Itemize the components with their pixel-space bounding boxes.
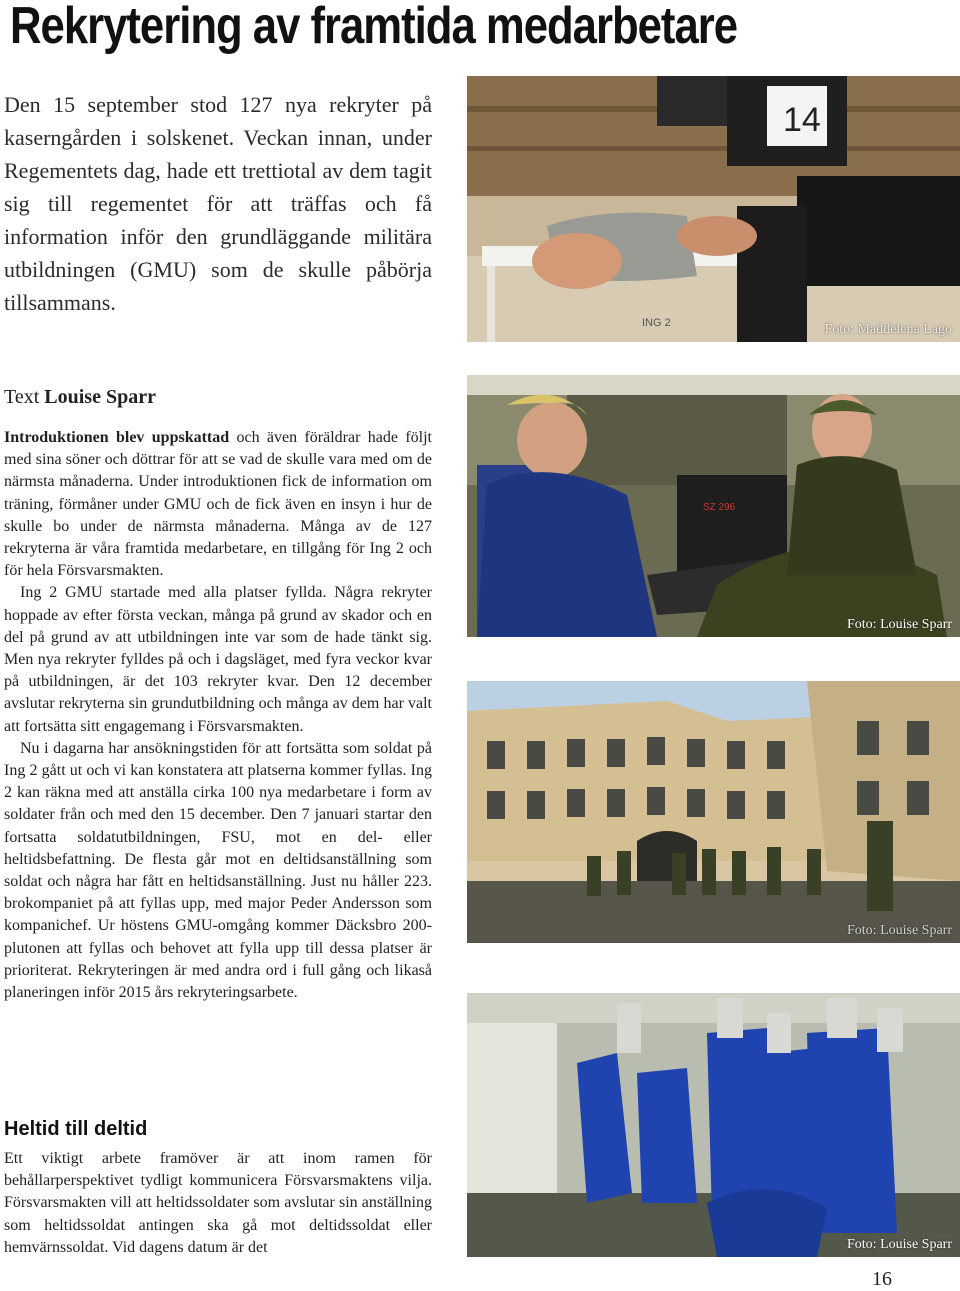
page-number: 16 bbox=[872, 1268, 892, 1290]
intro-lead-in: Introduktionen blev uppskattad bbox=[4, 429, 230, 446]
article-body-continued bbox=[4, 1148, 432, 1259]
photo-uniform-fitting bbox=[467, 993, 960, 1257]
shirt-text: ING 2 bbox=[642, 317, 671, 329]
photo-courtyard-image bbox=[467, 681, 960, 943]
intro-text: och även föräldrar hade följt med sina söner och döttrar för att se vad de skulle vara med om de närmsta månaderna. Under introduktionen fick de information om träning, förmåner under GMU och de fick även en insyn i hur de skulle bo under de närmsta månaderna. Många av de 127 rekryterna är våra framtida medarbetare, en tillgång för Ing 2 och för hela Försvarsmakten. bbox=[4, 429, 432, 580]
bib-number: 14 bbox=[783, 101, 821, 139]
article-title: Rekrytering av framtida medarbetare bbox=[10, 0, 738, 55]
photo-equipment-image bbox=[467, 375, 960, 637]
subheading: Heltid till deltid bbox=[4, 1118, 148, 1140]
byline bbox=[4, 386, 156, 409]
paragraph-3: Nu i dagarna har ansökningstiden för att fortsätta som soldat på Ing 2 gått ut och vi kan konstatera att platserna kommer fyllas. Ing 2 kan räkna med att anställa cirka 100 nya medarbetare i form av soldater från och med den 15 december. Den 7 januari startar den fortsatta soldatutbildningen, FSU, mot en del- eller heltidsbefattning. De flesta går mot en deltidsanställning som soldat och några har fått en heltidsanställning. Just nu håller 223. brokompaniet på att fyllas upp, med major Peder Andersson som kompanichef. Ur höstens GMU-omgång kommer Däcksbro 200-plutonen att fyllas och behovet att fylla upp till dessa platser är prioriterat. Rekryteringen är med andra ord i full gång och likaså planeringen inför 2015 års rekryteringsarbete. bbox=[4, 739, 432, 1002]
paragraph-4: Ett viktigt arbete framöver är att inom ramen för behållarperspektivet tydligt kommunicera Försvarsmaktens vilja. Försvarsmakten vill att heltidssoldater som avslutar sin anställning som heltidssoldat antingen ska gå mot deltidssoldat eller hemvärnssoldat. Vid dagens datum är det bbox=[4, 1150, 432, 1256]
photo-fitness-test-image bbox=[467, 76, 960, 342]
photo-equipment-handout bbox=[467, 375, 960, 637]
photo-caption-1: Foto: Maddelena Lago bbox=[824, 322, 952, 337]
paragraph-intro bbox=[4, 427, 432, 582]
byline-prefix: Text bbox=[4, 386, 40, 408]
article-body bbox=[4, 427, 432, 1004]
photo-caption-4: Foto: Louise Sparr bbox=[847, 1237, 952, 1252]
photo-fitness-test bbox=[467, 76, 960, 342]
photo-caption-2: Foto: Louise Sparr bbox=[847, 617, 952, 632]
paragraph-2: Ing 2 GMU startade med alla platser fyllda. Några rekryter hoppade av efter första veckan, många på grund av skador och en del på grund av att utbildningen inte var som de hade tänkt sig. Men nya rekryter fylldes på och i dagsläget, med fyra veckor kvar på utbildningen, är det 103 rekryter kvar. Den 12 december avslutar rekryterna sin grundutbildning och många av dem har valt att fortsätta sitt engagemang i Försvarsmakten. bbox=[4, 584, 432, 735]
byline-author: Louise Sparr bbox=[44, 386, 156, 408]
photo-courtyard bbox=[467, 681, 960, 943]
photo-uniform-image bbox=[467, 993, 960, 1257]
box-label: SZ 296 bbox=[703, 502, 736, 513]
photo-caption-3: Foto: Louise Sparr bbox=[847, 923, 952, 938]
article-lead: Den 15 september stod 127 nya rekryter på kaserngården i solskenet. Veckan innan, under Regementets dag, hade ett trettiotal av dem tagit sig till regementet för att träffas och få information inför den grundläggande militära utbildningen (GMU) som de skulle påbörja tillsammans. bbox=[4, 92, 432, 315]
